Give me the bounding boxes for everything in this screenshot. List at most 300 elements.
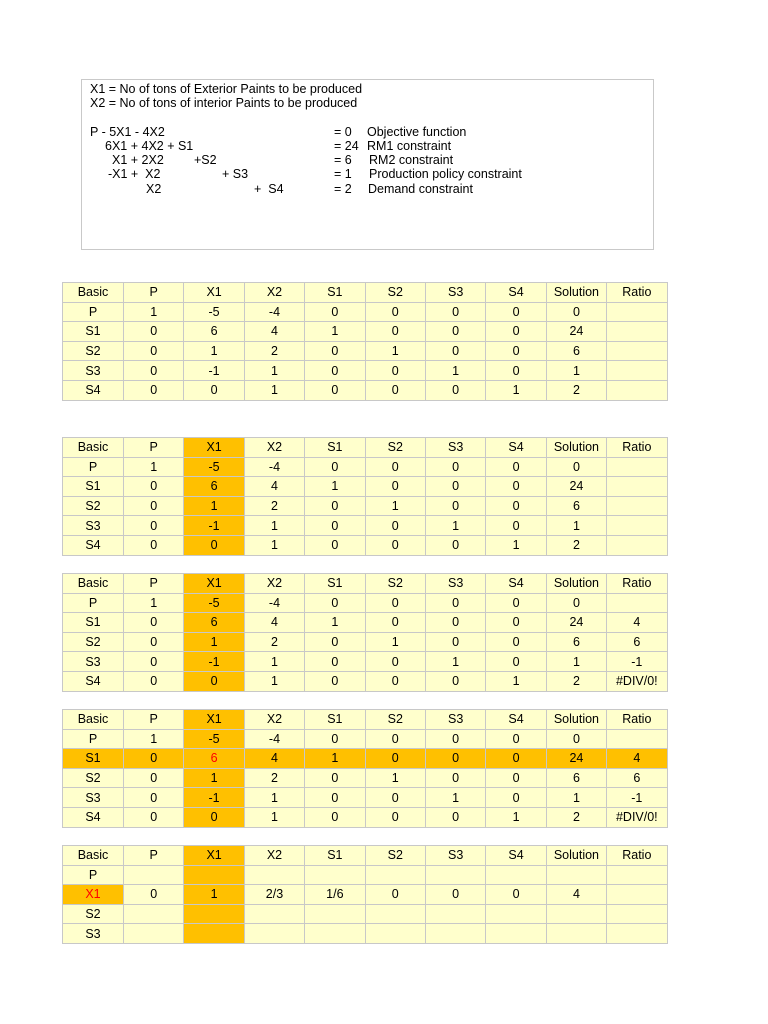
simplex-table [62, 573, 668, 692]
table-cell: 24 [546, 749, 606, 769]
header-cell: S3 [425, 846, 485, 866]
table-cell: 2 [546, 535, 606, 555]
header-cell: X1 [184, 283, 244, 303]
header-cell: S2 [365, 846, 425, 866]
header-cell: X2 [244, 283, 304, 303]
table-cell: 0 [124, 768, 184, 788]
table-cell: 0 [425, 477, 485, 497]
table-cell: 24 [546, 322, 606, 342]
table-cell: 0 [365, 380, 425, 400]
simplex-table [62, 437, 668, 556]
table-cell: 0 [425, 671, 485, 691]
header-cell: S1 [305, 574, 365, 594]
table-cell: 0 [305, 729, 365, 749]
table-cell: 0 [124, 632, 184, 652]
table-cell: 0 [365, 361, 425, 381]
header-cell: Basic [63, 846, 124, 866]
header-cell: Solution [546, 438, 606, 458]
table-cell: 0 [425, 457, 485, 477]
table-cell: 0 [124, 671, 184, 691]
table-cell [607, 535, 667, 555]
table-cell: S3 [63, 516, 124, 536]
header-cell: S1 [305, 846, 365, 866]
table-cell: 0 [365, 322, 425, 342]
table-cell [607, 924, 667, 944]
table-cell: 0 [305, 671, 365, 691]
table-cell: 6 [184, 322, 244, 342]
table-cell [184, 924, 244, 944]
table-cell: 0 [486, 749, 546, 769]
table-cell: 0 [546, 302, 606, 322]
table-cell: 0 [305, 768, 365, 788]
table-row [63, 613, 668, 633]
table-cell: 0 [365, 302, 425, 322]
table-cell: -1 [184, 652, 244, 672]
note-line: = 1 [334, 167, 352, 181]
table-cell: 2 [546, 671, 606, 691]
table-cell [305, 865, 365, 885]
table-cell: 1 [425, 516, 485, 536]
table-row [63, 496, 668, 516]
note-line: -X1 + X2 [108, 167, 161, 181]
table-cell [607, 593, 667, 613]
table-cell: 1 [184, 768, 244, 788]
table-cell [546, 924, 606, 944]
table-cell: 0 [425, 613, 485, 633]
table-cell: -4 [244, 593, 304, 613]
table-cell: 0 [124, 788, 184, 808]
header-cell: X2 [244, 710, 304, 730]
table-cell: 1 [184, 496, 244, 516]
table-header-row [63, 283, 668, 303]
table-cell: P [63, 302, 124, 322]
note-line: X2 [146, 182, 162, 196]
table-cell: 4 [546, 885, 606, 905]
table-cell: 1 [244, 535, 304, 555]
table-cell [546, 865, 606, 885]
note-line: Objective function [367, 125, 467, 139]
table-cell: 0 [365, 729, 425, 749]
header-cell: S4 [486, 438, 546, 458]
table-row [63, 768, 668, 788]
note-line: 6X1 + 4X2 + S1 [105, 139, 194, 153]
note-line: X1 + 2X2 [112, 153, 164, 167]
table-cell: S3 [63, 361, 124, 381]
note-line: X2 = No of tons of interior Paints to be produced [90, 96, 358, 110]
table-cell: 0 [546, 729, 606, 749]
table-cell: 1 [425, 652, 485, 672]
table-cell: 0 [365, 749, 425, 769]
table-cell: 1 [305, 613, 365, 633]
table-cell: 4 [244, 749, 304, 769]
table-row [63, 302, 668, 322]
table-cell: 0 [425, 302, 485, 322]
table-cell: 1 [486, 671, 546, 691]
note-line: + S3 [222, 167, 249, 181]
table-cell [305, 924, 365, 944]
table-cell: 1 [546, 516, 606, 536]
table-cell: 2/3 [244, 885, 304, 905]
table-cell: 0 [124, 477, 184, 497]
table-cell [607, 380, 667, 400]
table-cell: 0 [184, 671, 244, 691]
table-cell: 1 [546, 361, 606, 381]
table-cell: 0 [124, 885, 184, 905]
table-cell: S1 [63, 749, 124, 769]
header-cell: P [124, 710, 184, 730]
table-cell: 1 [244, 807, 304, 827]
table-row [63, 632, 668, 652]
header-cell: Ratio [607, 846, 667, 866]
table-header-row [63, 438, 668, 458]
table-cell: -1 [184, 516, 244, 536]
table-row [63, 807, 668, 827]
table-cell: 0 [365, 788, 425, 808]
table-cell: 0 [486, 516, 546, 536]
table-cell: 1 [486, 380, 546, 400]
simplex-table [62, 282, 668, 401]
table-row [63, 322, 668, 342]
table-cell: S2 [63, 632, 124, 652]
table-cell: 0 [546, 593, 606, 613]
table-cell: -4 [244, 457, 304, 477]
table-cell: 0 [425, 632, 485, 652]
table-row [63, 671, 668, 691]
table-row [63, 535, 668, 555]
table-cell: 6 [607, 632, 667, 652]
table-cell: 6 [184, 749, 244, 769]
note-line: = 6 [334, 153, 352, 167]
table-cell: 0 [365, 477, 425, 497]
table-cell: P [63, 593, 124, 613]
table-cell [607, 361, 667, 381]
header-cell: Solution [546, 283, 606, 303]
note-line: Demand constraint [368, 182, 473, 196]
table-cell [244, 904, 304, 924]
header-cell: X2 [244, 846, 304, 866]
header-cell: P [124, 846, 184, 866]
table-cell: 0 [486, 341, 546, 361]
table-cell: 0 [365, 671, 425, 691]
table-cell: 0 [124, 535, 184, 555]
table-cell: S2 [63, 341, 124, 361]
table-row [63, 477, 668, 497]
table-cell: 0 [365, 807, 425, 827]
table-cell: 0 [305, 788, 365, 808]
header-cell: P [124, 283, 184, 303]
table-cell [486, 904, 546, 924]
header-cell: P [124, 438, 184, 458]
table-cell: P [63, 457, 124, 477]
note-line: = 2 [334, 182, 352, 196]
table-cell: 0 [486, 496, 546, 516]
table-cell: 0 [486, 322, 546, 342]
table-header-row [63, 710, 668, 730]
table-cell: S4 [63, 380, 124, 400]
table-cell: 0 [124, 807, 184, 827]
table-cell: #DIV/0! [607, 671, 667, 691]
table-cell: 0 [486, 632, 546, 652]
table-cell: 4 [607, 749, 667, 769]
table-row [63, 749, 668, 769]
table-cell: -4 [244, 302, 304, 322]
table-cell: 0 [305, 361, 365, 381]
table-cell: 2 [244, 768, 304, 788]
table-cell: 0 [365, 457, 425, 477]
header-cell: S2 [365, 710, 425, 730]
table-cell: 1 [244, 671, 304, 691]
table-cell: 0 [124, 322, 184, 342]
table-row [63, 885, 668, 905]
table-cell [365, 904, 425, 924]
table-cell [425, 865, 485, 885]
table-cell: 1 [184, 341, 244, 361]
table-cell [425, 924, 485, 944]
table-cell: 0 [486, 477, 546, 497]
header-cell: S4 [486, 846, 546, 866]
table-cell: 1 [244, 516, 304, 536]
header-cell: X2 [244, 438, 304, 458]
table-cell: 0 [305, 380, 365, 400]
table-cell: 1 [244, 788, 304, 808]
table-cell [124, 924, 184, 944]
table-cell: 1/6 [305, 885, 365, 905]
table-cell: 0 [305, 341, 365, 361]
table-cell [607, 865, 667, 885]
table-cell: -5 [184, 593, 244, 613]
table-cell: 0 [124, 341, 184, 361]
table-cell [607, 322, 667, 342]
table-cell: 6 [546, 496, 606, 516]
table-cell: 0 [305, 516, 365, 536]
table-cell: 0 [365, 652, 425, 672]
table-cell: S3 [63, 924, 124, 944]
table-cell: 1 [425, 361, 485, 381]
table-cell: 1 [124, 457, 184, 477]
note-line: RM2 constraint [369, 153, 454, 167]
header-cell: S3 [425, 438, 485, 458]
table-cell: 1 [486, 535, 546, 555]
table-cell [607, 885, 667, 905]
table-cell: 0 [305, 652, 365, 672]
table-cell: 2 [244, 496, 304, 516]
header-cell: S2 [365, 574, 425, 594]
table-cell: 1 [184, 885, 244, 905]
table-cell [124, 904, 184, 924]
table-cell: 6 [184, 613, 244, 633]
note-line: Production policy constraint [369, 167, 522, 181]
table-cell: 6 [546, 341, 606, 361]
header-cell: Solution [546, 846, 606, 866]
table-cell: 1 [244, 380, 304, 400]
table-cell [607, 341, 667, 361]
table-cell: 0 [184, 807, 244, 827]
header-cell: S2 [365, 283, 425, 303]
table-cell: 0 [425, 768, 485, 788]
table-cell: 0 [425, 729, 485, 749]
table-cell: 6 [184, 477, 244, 497]
table-cell: 6 [546, 768, 606, 788]
note-line: +S2 [194, 153, 217, 167]
table-cell: S3 [63, 652, 124, 672]
table-cell: 0 [486, 885, 546, 905]
table-cell: S2 [63, 496, 124, 516]
table-cell: S2 [63, 768, 124, 788]
table-cell: 0 [425, 341, 485, 361]
table-header-row [63, 574, 668, 594]
table-cell: S4 [63, 807, 124, 827]
header-cell: X2 [244, 574, 304, 594]
table-row [63, 380, 668, 400]
table-cell: -5 [184, 302, 244, 322]
table-cell: 24 [546, 613, 606, 633]
table-cell: 0 [365, 593, 425, 613]
header-cell: Basic [63, 574, 124, 594]
table-cell: -1 [184, 788, 244, 808]
table-cell: 0 [425, 593, 485, 613]
header-cell: S3 [425, 574, 485, 594]
note-line: X1 = No of tons of Exterior Paints to be produced [90, 82, 363, 96]
table-cell: 0 [486, 788, 546, 808]
table-cell [607, 477, 667, 497]
table-row [63, 924, 668, 944]
table-cell: 1 [305, 477, 365, 497]
table-cell: 1 [486, 807, 546, 827]
table-cell: 24 [546, 477, 606, 497]
table-cell: 0 [305, 632, 365, 652]
simplex-table [62, 845, 668, 944]
table-cell [365, 924, 425, 944]
table-cell: #DIV/0! [607, 807, 667, 827]
table-cell [607, 496, 667, 516]
table-cell: 0 [486, 613, 546, 633]
table-row [63, 516, 668, 536]
table-cell: 0 [124, 652, 184, 672]
note-line: = 24 [334, 139, 359, 153]
table-cell [607, 457, 667, 477]
header-cell: S4 [486, 710, 546, 730]
table-cell: 4 [607, 613, 667, 633]
table-cell: 0 [305, 457, 365, 477]
table-cell: 0 [486, 768, 546, 788]
table-cell: 1 [365, 632, 425, 652]
header-cell: P [124, 574, 184, 594]
table-cell: 0 [365, 516, 425, 536]
table-cell: 1 [425, 788, 485, 808]
table-cell: P [63, 865, 124, 885]
table-cell: 1 [365, 768, 425, 788]
table-cell: 0 [124, 361, 184, 381]
table-cell: 1 [305, 749, 365, 769]
table-cell: -1 [184, 361, 244, 381]
table-cell: S3 [63, 788, 124, 808]
table-cell [486, 865, 546, 885]
table-cell: 1 [124, 302, 184, 322]
header-cell: S4 [486, 283, 546, 303]
header-cell: X1 [184, 574, 244, 594]
table-row [63, 593, 668, 613]
header-cell: Ratio [607, 710, 667, 730]
table-cell: -5 [184, 729, 244, 749]
header-cell: S3 [425, 710, 485, 730]
table-row [63, 652, 668, 672]
header-cell: S1 [305, 710, 365, 730]
table-cell: 0 [124, 613, 184, 633]
table-cell: 1 [546, 652, 606, 672]
table-cell: 0 [486, 652, 546, 672]
header-cell: X1 [184, 846, 244, 866]
table-cell: 0 [124, 496, 184, 516]
table-cell: 0 [425, 885, 485, 905]
note-line: + S4 [254, 182, 284, 196]
table-cell: 0 [425, 807, 485, 827]
table-row [63, 788, 668, 808]
table-cell: 0 [305, 807, 365, 827]
table-cell: 4 [244, 613, 304, 633]
table-cell: -1 [607, 652, 667, 672]
header-cell: X1 [184, 710, 244, 730]
table-cell [425, 904, 485, 924]
table-cell: S2 [63, 904, 124, 924]
header-cell: Ratio [607, 438, 667, 458]
table-cell [607, 729, 667, 749]
table-cell [184, 904, 244, 924]
table-cell: 2 [546, 380, 606, 400]
table-cell [486, 924, 546, 944]
header-cell: S3 [425, 283, 485, 303]
table-row [63, 341, 668, 361]
table-cell: P [63, 729, 124, 749]
header-cell: S4 [486, 574, 546, 594]
table-cell: 1 [365, 341, 425, 361]
table-cell: S4 [63, 535, 124, 555]
table-cell: 0 [486, 593, 546, 613]
header-cell: Basic [63, 710, 124, 730]
table-cell: 0 [365, 885, 425, 905]
table-cell: 2 [244, 341, 304, 361]
table-cell: X1 [63, 885, 124, 905]
table-cell [124, 865, 184, 885]
table-cell: 0 [425, 496, 485, 516]
table-cell: -5 [184, 457, 244, 477]
table-cell: 0 [365, 613, 425, 633]
header-cell: Ratio [607, 574, 667, 594]
table-cell [607, 904, 667, 924]
table-cell [365, 865, 425, 885]
table-cell [305, 904, 365, 924]
table-cell: 0 [486, 361, 546, 381]
table-cell: -4 [244, 729, 304, 749]
table-row [63, 361, 668, 381]
table-cell: 1 [184, 632, 244, 652]
table-cell: 1 [124, 729, 184, 749]
table-cell: 0 [124, 380, 184, 400]
table-cell: 0 [305, 593, 365, 613]
table-cell: 4 [244, 477, 304, 497]
table-cell: 1 [124, 593, 184, 613]
header-cell: Basic [63, 283, 124, 303]
table-cell [607, 302, 667, 322]
table-cell: S1 [63, 322, 124, 342]
table-row [63, 457, 668, 477]
table-cell: 6 [607, 768, 667, 788]
table-cell: 0 [305, 535, 365, 555]
table-cell: 0 [425, 535, 485, 555]
header-cell: S2 [365, 438, 425, 458]
table-cell: 1 [244, 652, 304, 672]
table-cell: 0 [124, 516, 184, 536]
simplex-table [62, 709, 668, 828]
